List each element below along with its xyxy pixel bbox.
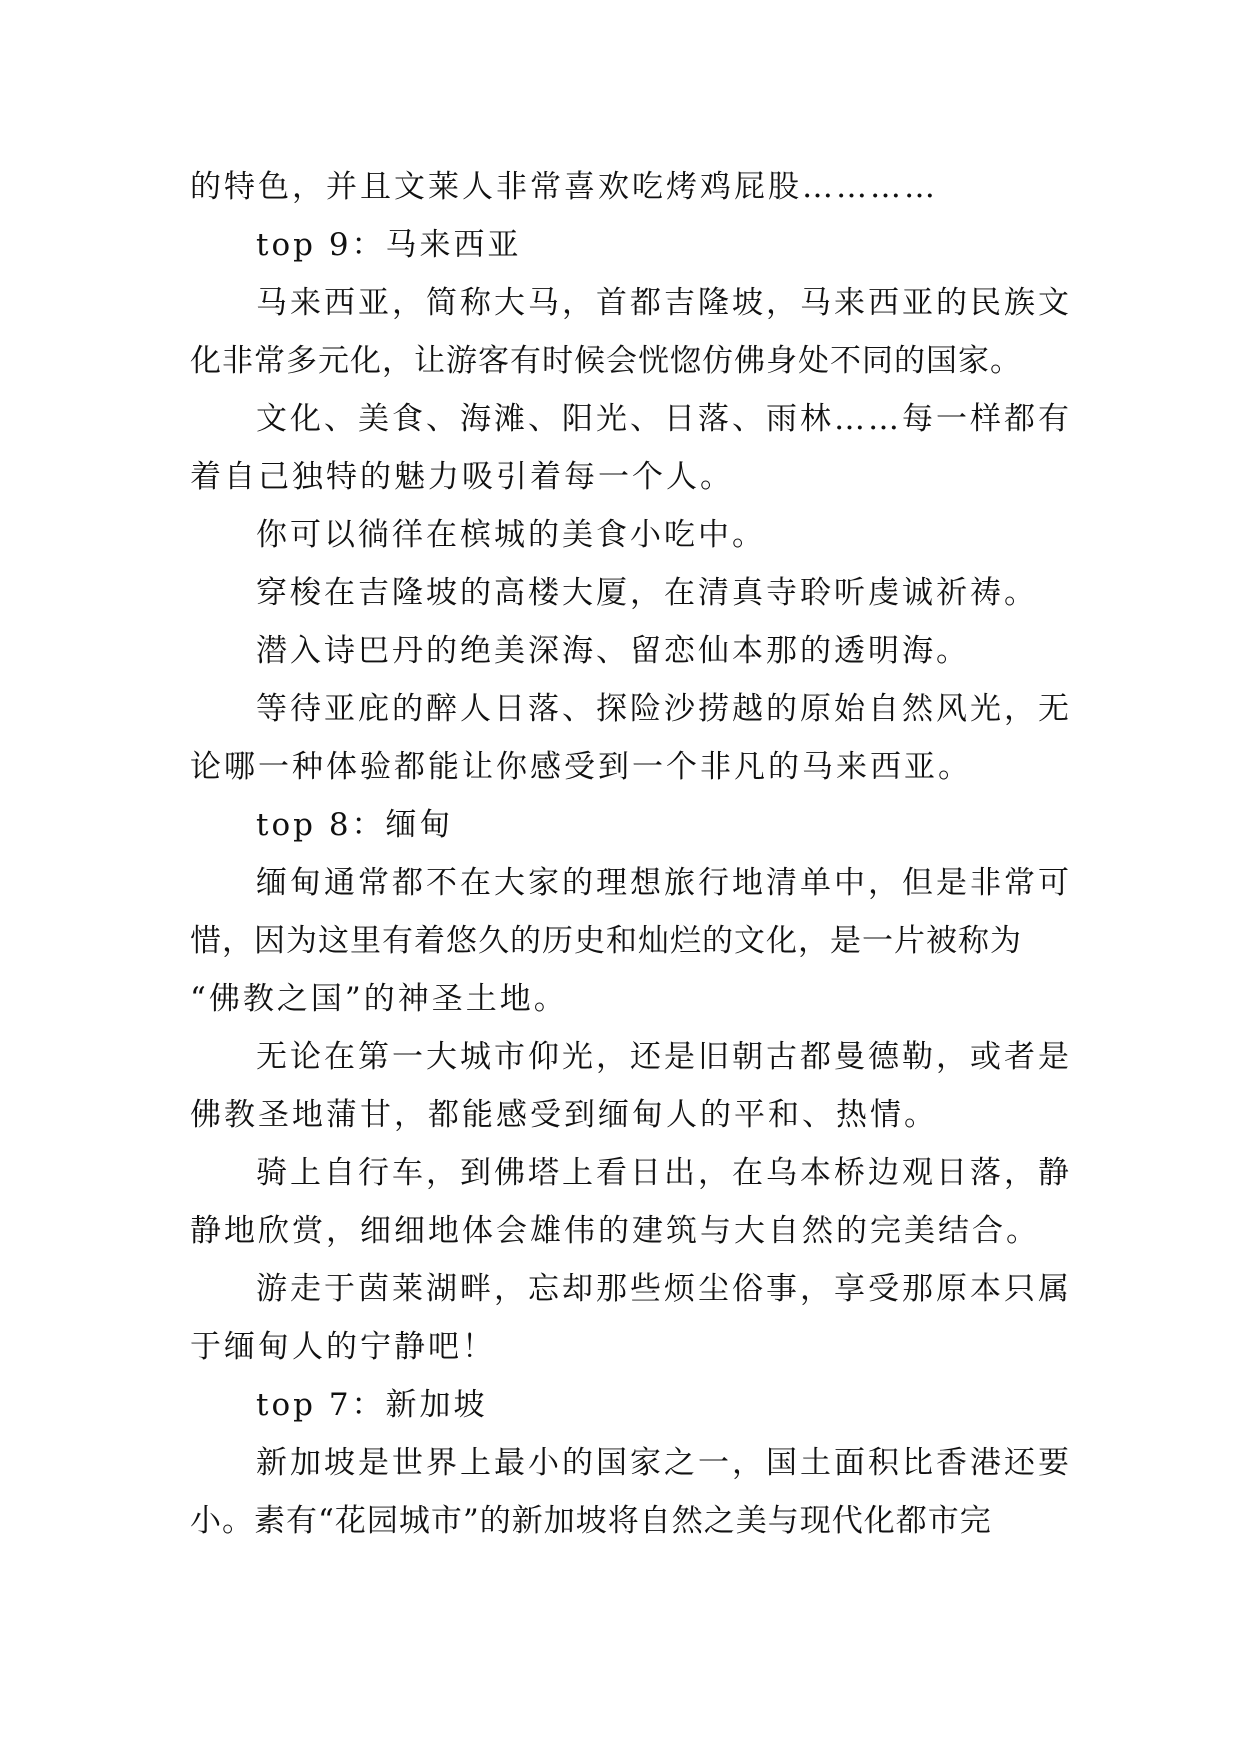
text-line: 穿梭在吉隆坡的高楼大厦，在清真寺聆听虔诚祈祷。 [256, 575, 1038, 611]
section-heading-top9: top 9：马来西亚 [256, 227, 522, 263]
text-line: 游走于茵莱湖畔，忘却那些烦尘俗事，享受那原本只属 [256, 1271, 1072, 1307]
text-line: 佛教圣地蒲甘，都能感受到缅甸人的平和、热情。 [190, 1097, 938, 1133]
text-line: 潜入诗巴丹的绝美深海、留恋仙本那的透明海。 [256, 633, 970, 669]
text-line: 无论在第一大城市仰光，还是旧朝古都曼德勒，或者是 [256, 1039, 1072, 1075]
text-line: 马来西亚，简称大马，首都吉隆坡，马来西亚的民族文 [256, 285, 1072, 321]
text-line: 小。素有“花园城市”的新加坡将自然之美与现代化都市完 [190, 1503, 992, 1539]
text-line: “佛教之国”的神圣土地。 [190, 981, 568, 1017]
text-line: 骑上自行车，到佛塔上看日出，在乌本桥边观日落，静 [256, 1155, 1072, 1191]
text-line: 缅甸通常都不在大家的理想旅行地清单中，但是非常可 [256, 865, 1072, 901]
text-line: 等待亚庇的醉人日落、探险沙捞越的原始自然风光，无 [256, 691, 1072, 727]
text-line: 静地欣赏，细细地体会雄伟的建筑与大自然的完美结合。 [190, 1213, 1040, 1249]
section-heading-top7: top 7：新加坡 [256, 1387, 488, 1423]
text-line: 化非常多元化，让游客有时候会恍惚仿佛身处不同的国家。 [190, 343, 1022, 379]
text-line: 新加坡是世界上最小的国家之一，国土面积比香港还要 [256, 1445, 1072, 1481]
text-line: 着自己独特的魅力吸引着每一个人。 [190, 459, 734, 495]
text-line: 论哪一种体验都能让你感受到一个非凡的马来西亚。 [190, 749, 972, 785]
section-heading-top8: top 8：缅甸 [256, 807, 454, 843]
document-page [190, 158, 1072, 1550]
text-line: 的特色，并且文莱人非常喜欢吃烤鸡屁股………… [190, 169, 938, 205]
text-line: 文化、美食、海滩、阳光、日落、雨林……每一样都有 [256, 401, 1072, 437]
text-line: 惜，因为这里有着悠久的历史和灿烂的文化，是一片被称为 [190, 923, 1022, 959]
text-line: 于缅甸人的宁静吧！ [190, 1329, 496, 1365]
text-line: 你可以徜徉在槟城的美食小吃中。 [256, 517, 766, 553]
